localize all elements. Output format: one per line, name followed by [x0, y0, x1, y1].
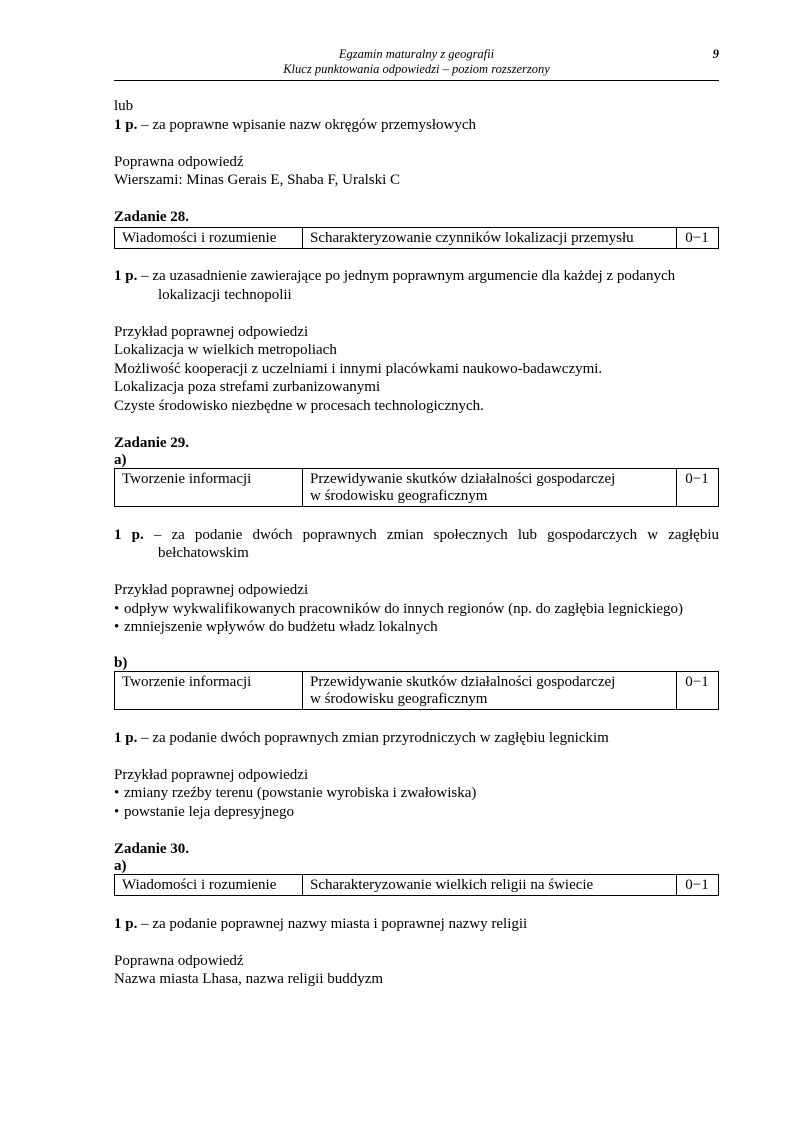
subtask-b-label: b) — [114, 655, 128, 671]
score-label: 1 p. — [114, 915, 138, 932]
task-28-title: Zadanie 28. — [114, 209, 190, 225]
requirement-line: Przewidywanie skutków działalności gospodarczej — [310, 674, 616, 690]
points-cell: 0−1 — [677, 672, 719, 710]
bullet-text: odpływ wykwalifikowanych pracowników do innych regionów (np. do zagłębia legnickiego) — [124, 600, 684, 617]
table-row — [115, 227, 719, 248]
page-number: 9 — [712, 47, 719, 61]
requirement-cell: Scharakteryzowanie czynników lokalizacji przemysłu — [303, 227, 677, 248]
skill-cell: Tworzenie informacji — [115, 469, 303, 507]
score-text-continued: lokalizacji technopolii — [158, 286, 292, 303]
scoring-criterion — [114, 729, 719, 748]
task-30-title: Zadanie 30. — [114, 840, 190, 857]
scoring-criterion — [114, 526, 719, 545]
score-label: 1 p. — [114, 729, 138, 746]
list-item — [114, 600, 719, 619]
task-29-title: Zadanie 29. — [114, 434, 190, 451]
task-29b-criteria-table — [114, 671, 719, 710]
score-text: – za podanie dwóch poprawnych zmian społecznych lub gospodarczych w zagłębiu — [143, 526, 719, 543]
answer-heading: Poprawna odpowiedź — [114, 153, 244, 170]
score-text: – za uzasadnienie zawierające po jednym poprawnym argumencie dla każdej z podanych — [137, 268, 676, 284]
bullet-icon: • — [114, 600, 120, 617]
requirement-cell — [303, 469, 677, 507]
requirement-cell: Scharakteryzowanie wielkich religii na świecie — [303, 875, 677, 896]
task-28-criteria-table — [114, 227, 719, 249]
skill-cell: Wiadomości i rozumienie — [115, 227, 303, 248]
task-29a-criteria-table — [114, 468, 719, 507]
bullet-text: zmniejszenie wpływów do budżetu władz lokalnych — [124, 619, 438, 635]
header-exam-title: Egzamin maturalny z geografii — [338, 47, 495, 61]
answer-line: Lokalizacja poza strefami zurbanizowanymi — [114, 379, 381, 395]
table-row — [115, 469, 719, 507]
bullet-text: zmiany rzeźby terenu (powstanie wyrobiska i zwałowiska) — [124, 785, 477, 801]
bullet-icon: • — [114, 619, 120, 635]
score-text: – za poprawne wpisanie nazw okręgów przemysłowych — [137, 116, 476, 133]
task-30a-criteria-table — [114, 874, 719, 896]
example-heading: Przykład poprawnej odpowiedzi — [114, 766, 309, 783]
requirement-cell — [303, 672, 677, 710]
example-heading: Przykład poprawnej odpowiedzi — [114, 582, 309, 598]
bullet-text: powstanie leja depresyjnego — [124, 803, 294, 820]
points-cell: 0−1 — [677, 469, 719, 507]
answer-line: Możliwość kooperacji z uczelniami i innymi placówkami naukowo-badawczymi. — [114, 360, 603, 377]
header-key-subtitle: Klucz punktowania odpowiedzi – poziom rozszerzony — [283, 62, 550, 76]
points-cell: 0−1 — [677, 875, 719, 896]
example-heading: Przykład poprawnej odpowiedzi — [114, 323, 309, 340]
score-text: – za podanie poprawnej nazwy miasta i poprawnej nazwy religii — [137, 915, 528, 932]
skill-cell: Tworzenie informacji — [115, 672, 303, 710]
requirement-line: Przewidywanie skutków działalności gospodarczej — [310, 471, 616, 487]
subtask-a-label: a) — [114, 858, 127, 874]
table-row — [115, 875, 719, 896]
requirement-line: w środowisku geograficznym — [310, 691, 488, 707]
points-cell: 0−1 — [677, 227, 719, 248]
answer-text: Wierszami: Minas Gerais E, Shaba F, Uralski C — [114, 172, 401, 188]
scoring-criterion — [114, 267, 719, 286]
bullet-icon: • — [114, 803, 120, 820]
requirement-line: w środowisku geograficznym — [310, 488, 488, 504]
bullet-icon: • — [114, 785, 120, 801]
page-header — [114, 46, 719, 81]
answer-heading: Poprawna odpowiedź — [114, 952, 244, 969]
list-item — [114, 784, 719, 803]
scoring-criterion — [114, 915, 719, 934]
score-label: 1 p. — [114, 268, 138, 284]
scoring-criterion — [114, 116, 719, 135]
table-row — [115, 672, 719, 710]
answer-text: Nazwa miasta Lhasa, nazwa religii buddyzm — [114, 971, 384, 987]
score-label: 1 p. — [114, 526, 144, 543]
answer-line: Lokalizacja w wielkich metropoliach — [114, 342, 337, 358]
skill-cell: Wiadomości i rozumienie — [115, 875, 303, 896]
list-item — [114, 803, 719, 822]
score-label: 1 p. — [114, 116, 138, 133]
answer-line: Czyste środowisko niezbędne w procesach technologicznych. — [114, 397, 484, 414]
score-text: – za podanie dwóch poprawnych zmian przyrodniczych w zagłębiu legnickim — [137, 729, 609, 746]
page-content — [114, 97, 719, 989]
or-text: lub — [114, 98, 134, 114]
score-text-continued: bełchatowskim — [158, 545, 249, 561]
list-item — [114, 618, 719, 637]
subtask-a-label: a) — [114, 452, 127, 468]
